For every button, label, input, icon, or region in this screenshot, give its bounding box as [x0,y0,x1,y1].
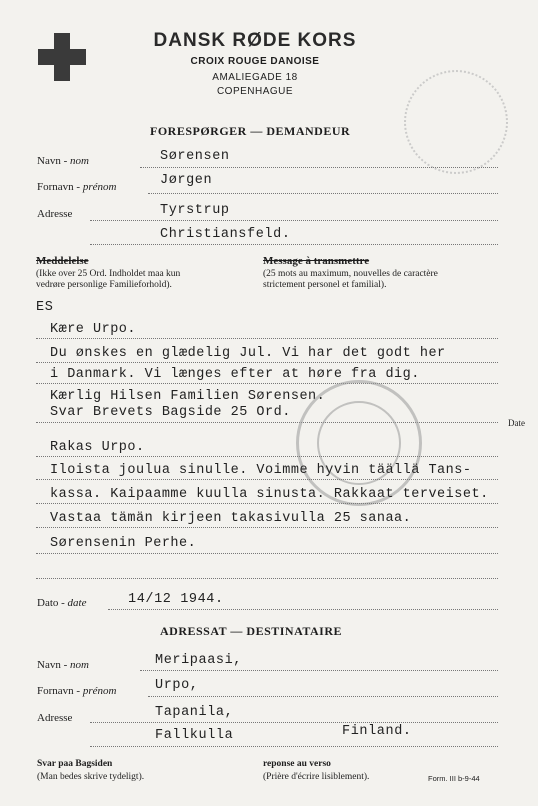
divider [36,578,498,579]
message-heading-fr: Message à transmettre [263,255,370,267]
divider [36,503,498,504]
recipient-address-line1: Tapanila, [155,705,234,720]
sender-address-label: Adresse [37,208,73,220]
message-note-da-1: (Ikke over 25 Ord. Indholdet maa kun [36,269,181,279]
org-subtitle: CROIX ROUGE DANOISE [190,56,320,67]
org-name: DANSK RØDE KORS [153,30,357,51]
message-line: Du ønskes en glædelig Jul. Vi har det godt her [50,346,446,361]
divider [36,527,498,528]
recipient-firstname: Urpo, [155,678,199,693]
message-line: Iloista joulua sinulle. Voimme hyvin täällä Tans- [50,463,472,478]
recipient-address-line2: Fallkulla [155,728,234,743]
red-cross-emblem [38,33,86,81]
divider [36,383,498,384]
divider [36,456,498,457]
footer-fr-1: reponse au verso [263,759,331,769]
postmark-stamp [404,70,508,174]
recipient-name: Meripaasi, [155,653,243,668]
sender-firstname: Jørgen [160,173,213,188]
recipient-firstname-label: Fornavn - prénom [37,685,117,697]
divider [148,696,498,697]
sender-address-line2: Christiansfeld. [160,227,291,242]
footer-fr-2: (Prière d'écrire lisiblement). [263,772,370,782]
message-line: Kære Urpo. [50,322,137,337]
margin-note: Date [508,418,525,428]
message-line: Svar Brevets Bagside 25 Ord. [50,405,291,420]
footer-da-1: Svar paa Bagsiden [37,759,113,769]
recipient-section-title: ADRESSAT — DESTINATAIRE [160,624,342,638]
message-line: Kærlig Hilsen Familien Sørensen. [50,389,326,404]
message-line: Vastaa tämän kirjeen takasivulla 25 sanaa. [50,511,412,526]
divider [90,244,498,245]
divider [36,479,498,480]
divider [148,193,498,194]
recipient-name-label: Navn - nom [37,659,89,671]
org-street: AMALIEGADE 18 [212,72,298,83]
divider [90,722,498,723]
sender-firstname-label: Fornavn - prénom [37,181,117,193]
recipient-address-label: Adresse [37,712,73,724]
divider [36,338,498,339]
divider [108,609,498,610]
message-line: i Danmark. Vi længes efter at høre fra dig. [50,367,420,382]
message-line: kassa. Kaipaamme kuulla sinusta. Rakkaat terveiset. [50,487,489,502]
message-mark: ES [36,300,54,315]
divider [90,746,498,747]
divider [90,220,498,221]
message-line: Rakas Urpo. [50,440,145,455]
message-note-da-2: vedrøre personlige Familieforhold). [36,280,172,290]
sender-name-label: Navn - nom [37,155,89,167]
sender-name: Sørensen [160,149,230,164]
message-line: Sørensenin Perhe. [50,536,197,551]
form-number: Form. III b-9-44 [428,774,480,783]
date-value: 14/12 1944. [128,592,224,607]
footer-da-2: (Man bedes skrive tydeligt). [37,772,145,782]
sender-address-line1: Tyrstrup [160,203,230,218]
date-label: Dato - date [37,597,87,609]
divider [140,670,498,671]
message-heading-da: Meddelelse [36,255,89,267]
divider [36,553,498,554]
org-city: COPENHAGUE [216,86,294,97]
divider [36,362,498,363]
sender-section-title: FORESPØRGER — DEMANDEUR [150,124,351,138]
divider [140,167,498,168]
recipient-country: Finland. [342,724,412,739]
divider [36,422,498,423]
message-note-fr-1: (25 mots au maximum, nouvelles de caractère [263,269,438,279]
message-note-fr-2: strictement personel et familial). [263,280,387,290]
